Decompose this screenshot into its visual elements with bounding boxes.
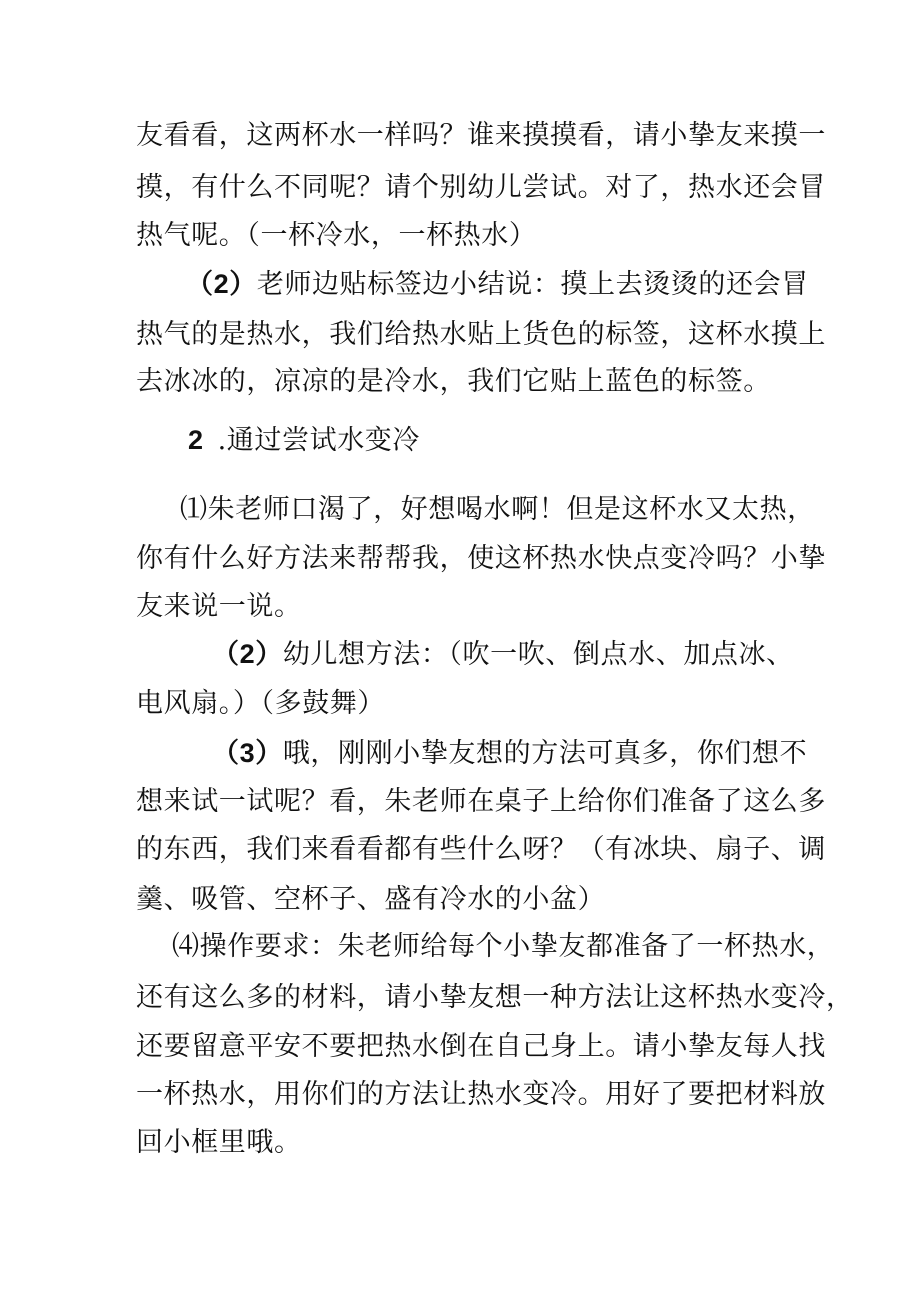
section-2-number: 2 xyxy=(188,425,204,455)
section-2-title: .通过尝试水变冷 xyxy=(217,425,421,456)
paragraph-5-text: 哦，刚刚小挚友想的方法可真多，你们想不 xyxy=(282,738,808,769)
paragraph-1-line-1: 友看看，这两杯水一样吗？谁来摸摸看，请小挚友来摸一 xyxy=(136,120,826,151)
paragraph-4-line-1 xyxy=(212,638,794,671)
paragraph-4-text: 幼儿想方法：（吹一吹、倒点水、加点冰、 xyxy=(282,639,794,670)
paragraph-2-line-1 xyxy=(186,268,809,301)
paragraph-2-line-2: 热气的是热水，我们给热水贴上货色的标签，这杯水摸上 xyxy=(136,319,826,350)
paragraph-3-line-2: 你有什么好方法来帮帮我，使这杯热水快点变冷吗？小挚 xyxy=(136,543,826,574)
paragraph-5-marker: （3） xyxy=(212,738,283,768)
paragraph-3-line-3: 友来说一说。 xyxy=(136,591,302,622)
paragraph-4-line-2: 电风扇。）（多鼓舞） xyxy=(136,688,385,719)
paragraph-2-line-3: 去冰冰的，凉凉的是冷水，我们它贴上蓝色的标签。 xyxy=(136,366,771,397)
paragraph-3-line-1: ⑴朱老师口渴了，好想喝水啊！但是这杯水又太热， xyxy=(180,494,815,525)
paragraph-5-line-2: 想来试一试呢？看，朱老师在桌子上给你们准备了这么多 xyxy=(136,786,826,817)
paragraph-2-text: 老师边贴标签边小结说：摸上去烫烫的还会冒 xyxy=(256,269,809,300)
paragraph-6-line-4: 一杯热水，用你们的方法让热水变冷。用好了要把材料放 xyxy=(136,1079,826,1110)
paragraph-1-line-3: 热气呢。（一杯冷水，一杯热水） xyxy=(136,220,537,251)
paragraph-6-line-3: 还要留意平安不要把热水倒在自己身上。请小挚友每人找 xyxy=(136,1031,826,1062)
paragraph-2-marker: （2） xyxy=(186,269,257,299)
paragraph-5-line-3: 的东西，我们来看看都有些什么呀？（有冰块、扇子、调 xyxy=(136,834,826,865)
paragraph-6-line-1: ⑷操作要求：朱老师给每个小挚友都准备了一杯热水， xyxy=(172,931,835,962)
paragraph-1-line-2: 摸，有什么不同呢？请个别幼儿尝试。对了，热水还会冒 xyxy=(136,172,826,203)
paragraph-6-line-2: 还有这么多的材料，请小挚友想一种方法让这杯热水变冷， xyxy=(136,982,854,1013)
paragraph-5-line-4: 羹、吸管、空杯子、盛有冷水的小盆） xyxy=(136,884,606,915)
paragraph-4-marker: （2） xyxy=(212,639,283,669)
paragraph-6-line-5: 回小框里哦。 xyxy=(136,1127,302,1158)
section-2-heading xyxy=(188,424,420,457)
paragraph-5-line-1 xyxy=(212,737,807,770)
